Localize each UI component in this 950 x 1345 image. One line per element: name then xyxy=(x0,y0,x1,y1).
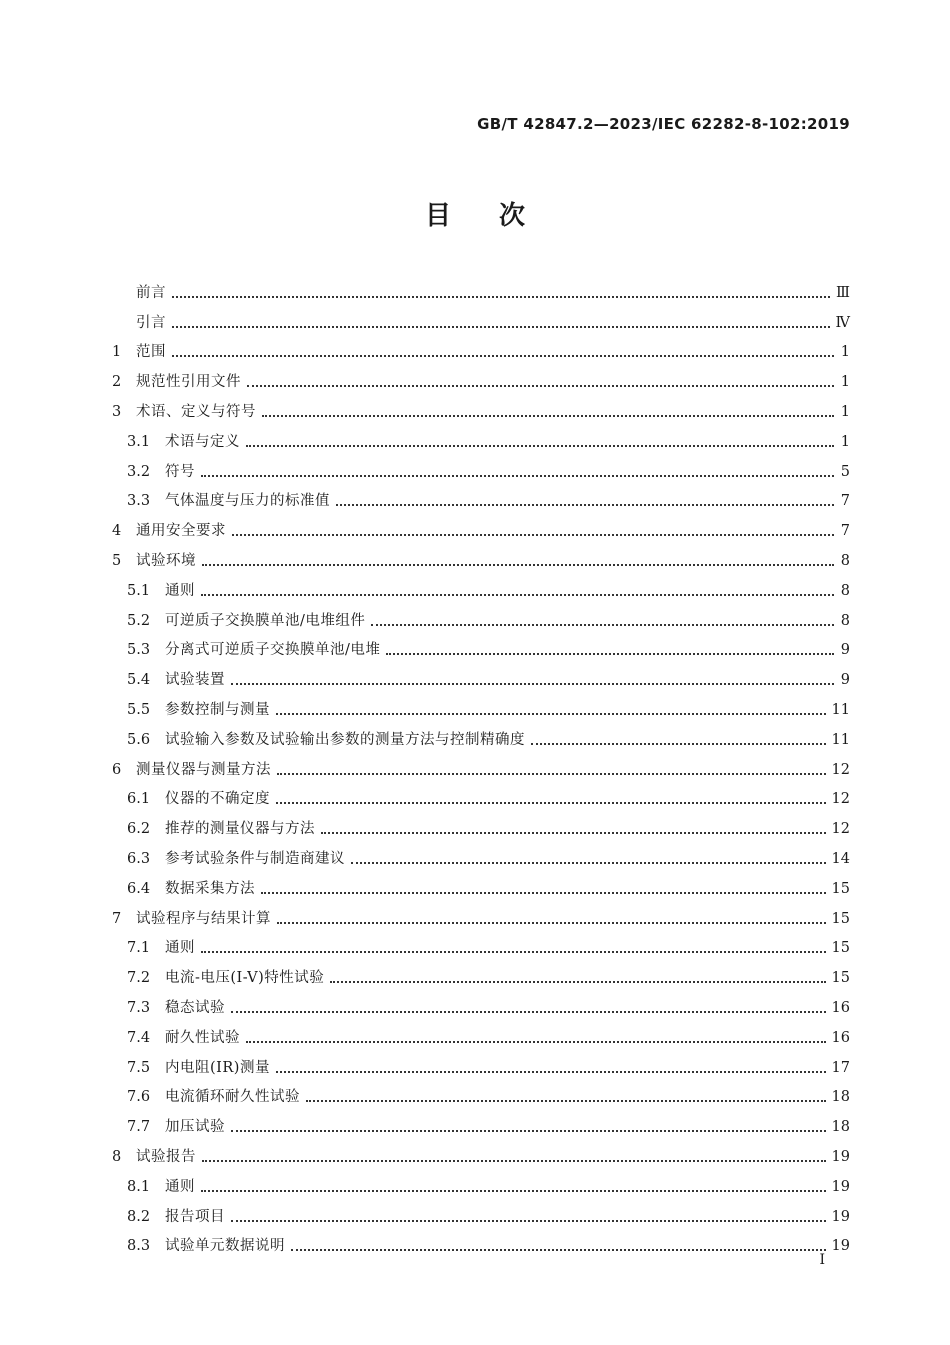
toc-entry-page: Ⅳ xyxy=(835,314,850,331)
toc-entry-label: 可逆质子交换膜单池/电堆组件 xyxy=(165,612,366,629)
toc-entry-label: 术语与定义 xyxy=(165,433,240,450)
toc-entry[interactable] xyxy=(112,809,850,839)
toc-entry-page: 18 xyxy=(831,1119,850,1136)
toc-entry[interactable] xyxy=(112,690,850,720)
toc-entry-label: 符号 xyxy=(165,463,195,480)
toc-entry-label: 耐久性试验 xyxy=(165,1029,240,1046)
toc-dot-leader xyxy=(172,326,830,328)
toc-entry-number: 6 xyxy=(112,761,122,778)
toc-entry-page: 15 xyxy=(831,940,850,957)
toc-entry[interactable] xyxy=(112,869,850,899)
toc-entry[interactable] xyxy=(112,899,850,929)
toc-entry-number: 7.2 xyxy=(127,970,151,987)
toc-entry-page: 9 xyxy=(840,642,850,659)
toc-entry-label: 范围 xyxy=(136,344,166,361)
toc-dot-leader xyxy=(231,1220,826,1222)
toc-dot-leader xyxy=(531,743,826,745)
toc-entry-page: 9 xyxy=(840,672,850,689)
toc-entry-number: 5.3 xyxy=(127,642,151,659)
toc-dot-leader xyxy=(261,892,826,894)
toc-entry-label: 推荐的测量仪器与方法 xyxy=(165,821,315,838)
toc-entry[interactable] xyxy=(112,362,850,392)
toc-entry[interactable] xyxy=(112,1227,850,1257)
toc-entry-label: 试验单元数据说明 xyxy=(165,1238,285,1255)
toc-dot-leader xyxy=(276,713,826,715)
toc-entry[interactable] xyxy=(112,839,850,869)
toc-dot-leader xyxy=(306,1100,826,1102)
toc-entry[interactable] xyxy=(112,631,850,661)
toc-entry-number: 7.1 xyxy=(127,940,151,957)
toc-entry-label: 引言 xyxy=(136,314,166,331)
toc-dot-leader xyxy=(246,1041,826,1043)
standard-code: GB/T 42847.2—2023/IEC 62282-8-102:2019 xyxy=(477,115,850,133)
toc-entry[interactable] xyxy=(112,392,850,422)
toc-entry-number: 8.3 xyxy=(127,1238,151,1255)
toc-entry-number: 4 xyxy=(112,523,122,540)
toc-entry-page: Ⅲ xyxy=(836,284,850,301)
toc-entry-page: 1 xyxy=(840,403,850,420)
toc-dot-leader xyxy=(232,534,834,536)
toc-entry-number: 7.6 xyxy=(127,1089,151,1106)
toc-entry-page: 1 xyxy=(840,433,850,450)
toc-entry-number: 6.1 xyxy=(127,791,151,808)
toc-entry[interactable] xyxy=(112,422,850,452)
toc-entry-number: 5.1 xyxy=(127,582,151,599)
toc-entry-number: 6.2 xyxy=(127,821,151,838)
toc-entry[interactable] xyxy=(112,571,850,601)
toc-entry-number: 5.4 xyxy=(127,672,151,689)
toc-entry[interactable] xyxy=(112,750,850,780)
toc-entry[interactable] xyxy=(112,780,850,810)
toc-entry-number: 7.3 xyxy=(127,999,151,1016)
toc-entry[interactable] xyxy=(112,273,850,303)
toc-entry-number: 3.2 xyxy=(127,463,151,480)
toc-dot-leader xyxy=(172,355,834,357)
toc-dot-leader xyxy=(247,385,834,387)
toc-entry-number: 3 xyxy=(112,403,122,420)
toc-entry[interactable] xyxy=(112,1167,850,1197)
toc-dot-leader xyxy=(277,773,826,775)
toc-dot-leader xyxy=(330,981,825,983)
toc-entry-number: 1 xyxy=(112,344,122,361)
toc-dot-leader xyxy=(386,653,834,655)
toc-entry-number: 8.1 xyxy=(127,1178,151,1195)
toc-entry-label: 通则 xyxy=(165,582,195,599)
toc-dot-leader xyxy=(201,594,834,596)
toc-entry-page: 15 xyxy=(831,880,850,897)
toc-entry-label: 参考试验条件与制造商建议 xyxy=(165,850,345,867)
toc-entry-label: 试验报告 xyxy=(136,1148,196,1165)
toc-entry-number: 8.2 xyxy=(127,1208,151,1225)
toc-dot-leader xyxy=(371,624,834,626)
toc-entry-number: 7.4 xyxy=(127,1029,151,1046)
toc-entry-number: 6.3 xyxy=(127,850,151,867)
toc-entry-label: 通则 xyxy=(165,940,195,957)
toc-entry-number: 5 xyxy=(112,552,122,569)
toc-entry-label: 报告项目 xyxy=(165,1208,225,1225)
toc-entry-number: 7.7 xyxy=(127,1119,151,1136)
toc-entry-page: 16 xyxy=(831,999,850,1016)
toc-entry[interactable] xyxy=(112,1018,850,1048)
toc-entry-number: 5.6 xyxy=(127,731,151,748)
toc-entry-label: 前言 xyxy=(136,284,166,301)
toc-dot-leader xyxy=(201,475,834,477)
toc-entry-label: 试验输入参数及试验输出参数的测量方法与控制精确度 xyxy=(165,731,525,748)
toc-entry-page: 8 xyxy=(840,612,850,629)
toc-entry-number: 6.4 xyxy=(127,880,151,897)
toc-entry-label: 参数控制与测量 xyxy=(165,701,270,718)
toc-entry[interactable] xyxy=(112,333,850,363)
toc-entry[interactable] xyxy=(112,1137,850,1167)
toc-entry-number: 2 xyxy=(112,374,122,391)
toc-entry[interactable] xyxy=(112,601,850,631)
toc-entry-page: 14 xyxy=(831,850,850,867)
toc-entry-number: 5.2 xyxy=(127,612,151,629)
toc-dot-leader xyxy=(336,504,834,506)
toc-dot-leader xyxy=(291,1249,826,1251)
toc-entry[interactable] xyxy=(112,482,850,512)
toc-entry-page: 11 xyxy=(831,731,850,748)
toc-entry-page: 15 xyxy=(831,970,850,987)
toc-entry[interactable] xyxy=(112,1107,850,1137)
toc-entry-page: 8 xyxy=(840,552,850,569)
toc-entry-number: 3.1 xyxy=(127,433,151,450)
toc-dot-leader xyxy=(321,832,826,834)
toc-entry-label: 试验环境 xyxy=(136,552,196,569)
toc-entry-page: 19 xyxy=(831,1148,850,1165)
toc-dot-leader xyxy=(231,1130,826,1132)
toc-entry[interactable] xyxy=(112,1197,850,1227)
toc-dot-leader xyxy=(277,922,826,924)
toc-dot-leader xyxy=(262,415,834,417)
toc-entry-label: 稳态试验 xyxy=(165,999,225,1016)
toc-entry-number: 7 xyxy=(112,910,122,927)
toc-dot-leader xyxy=(231,683,834,685)
toc-entry-page: 16 xyxy=(831,1029,850,1046)
toc-entry-page: 11 xyxy=(831,701,850,718)
toc-entry-label: 通则 xyxy=(165,1178,195,1195)
toc-entry-page: 7 xyxy=(840,523,850,540)
toc-entry-label: 加压试验 xyxy=(165,1119,225,1136)
toc-dot-leader xyxy=(276,1071,826,1073)
toc-entry[interactable] xyxy=(112,1048,850,1078)
toc-entry[interactable] xyxy=(112,958,850,988)
toc-entry-page: 12 xyxy=(831,761,850,778)
table-of-contents xyxy=(112,273,850,1256)
toc-dot-leader xyxy=(202,564,834,566)
toc-entry-label: 术语、定义与符号 xyxy=(136,403,256,420)
toc-entry-label: 测量仪器与测量方法 xyxy=(136,761,271,778)
page-title: 目次 xyxy=(424,201,573,231)
toc-entry-page: 15 xyxy=(831,910,850,927)
toc-dot-leader xyxy=(172,296,830,298)
toc-entry-number: 3.3 xyxy=(127,493,151,510)
toc-entry-label: 内电阻(IR)测量 xyxy=(165,1059,270,1076)
toc-entry[interactable] xyxy=(112,452,850,482)
toc-entry-number: 5.5 xyxy=(127,701,151,718)
toc-entry-label: 规范性引用文件 xyxy=(136,374,241,391)
toc-dot-leader xyxy=(246,445,834,447)
toc-entry-page: 19 xyxy=(831,1208,850,1225)
toc-entry-page: 1 xyxy=(840,374,850,391)
toc-entry-page: 1 xyxy=(840,344,850,361)
toc-dot-leader xyxy=(351,862,826,864)
toc-entry[interactable] xyxy=(112,988,850,1018)
toc-entry-label: 通用安全要求 xyxy=(136,523,226,540)
toc-entry-page: 8 xyxy=(840,582,850,599)
toc-dot-leader xyxy=(202,1160,826,1162)
toc-dot-leader xyxy=(276,802,826,804)
toc-entry-number: 8 xyxy=(112,1148,122,1165)
toc-entry[interactable] xyxy=(112,541,850,571)
toc-entry-page: 5 xyxy=(840,463,850,480)
toc-entry-page: 19 xyxy=(831,1178,850,1195)
toc-entry-page: 17 xyxy=(831,1059,850,1076)
toc-entry-page: 18 xyxy=(831,1089,850,1106)
toc-entry-page: 12 xyxy=(831,791,850,808)
toc-entry-label: 试验程序与结果计算 xyxy=(136,910,271,927)
toc-entry-label: 气体温度与压力的标准值 xyxy=(165,493,330,510)
page-number: I xyxy=(819,1252,825,1268)
toc-entry[interactable] xyxy=(112,511,850,541)
toc-entry-label: 试验装置 xyxy=(165,672,225,689)
toc-entry-number: 7.5 xyxy=(127,1059,151,1076)
toc-entry[interactable] xyxy=(112,660,850,690)
toc-entry[interactable] xyxy=(112,929,850,959)
toc-entry-label: 分离式可逆质子交换膜单池/电堆 xyxy=(165,642,381,659)
toc-entry-label: 仪器的不确定度 xyxy=(165,791,270,808)
toc-entry-page: 19 xyxy=(831,1238,850,1255)
toc-entry-label: 电流循环耐久性试验 xyxy=(165,1089,300,1106)
toc-entry[interactable] xyxy=(112,1078,850,1108)
toc-entry[interactable] xyxy=(112,303,850,333)
toc-dot-leader xyxy=(201,1190,826,1192)
toc-entry-label: 电流-电压(I-V)特性试验 xyxy=(165,970,325,987)
toc-entry-page: 7 xyxy=(840,493,850,510)
toc-entry-page: 12 xyxy=(831,821,850,838)
toc-entry-label: 数据采集方法 xyxy=(165,880,255,897)
toc-dot-leader xyxy=(231,1011,826,1013)
toc-dot-leader xyxy=(201,951,826,953)
toc-entry[interactable] xyxy=(112,720,850,750)
